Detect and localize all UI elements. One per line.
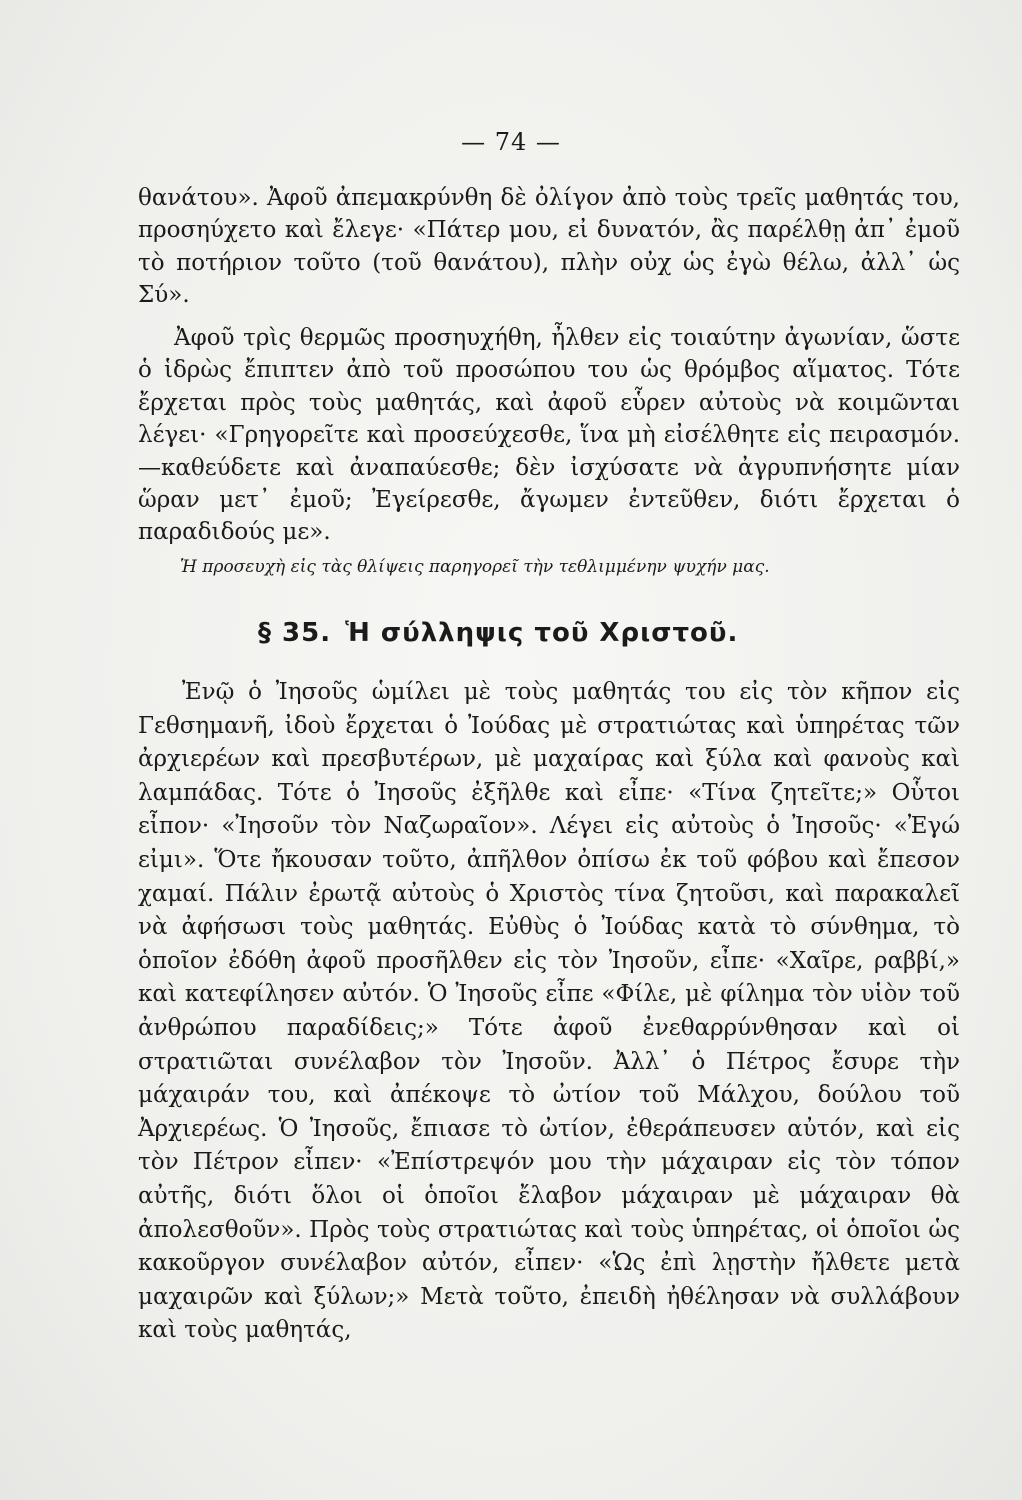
section-title: Ἡ σύλληψις τοῦ Χριστοῦ.: [345, 618, 739, 648]
section-number: § 35.: [258, 618, 332, 648]
paragraph-agony: Ἀφοῦ τρὶς θερμῶς προσηυχήθη, ἦλθεν εἰς τοιαύτην ἀγωνίαν, ὥστε ὁ ἱδρὼς ἔπιπτεν ἀπὸ τοῦ προσώπου του ὡς θρόμβος αἵματος. Τότε ἔρχεται πρὸς τοὺς μαθητάς, καὶ ἀφοῦ εὗρεν αὐτοὺς νὰ κοιμῶνται λέγει· «Γρηγορεῖτε καὶ προσεύχεσθε, ἵνα μὴ εἰσέλθητε εἰς πειρασμόν.—καθεύδετε καὶ ἀναπαύεσθε; δὲν ἰσχύσατε νὰ ἀγρυπνήσητε μίαν ὥραν μετ᾽ ἐμοῦ; Ἐγείρεσθε, ἄγωμεν ἐντεῦθεν, διότι ἔρχεται ὁ παραδιδούς με».: [138, 325, 960, 546]
page-number: — 74 —: [461, 128, 561, 156]
paragraph-prayer-continuation: θανάτου». Ἀφοῦ ἀπεμακρύνθη δὲ ὀλίγον ἀπὸ τοὺς τρεῖς μαθητάς του, προσηύχετο καὶ ἔλεγε· «Πάτερ μου, εἰ δυνατόν, ἂς παρέλθῃ ἀπ᾽ ἐμοῦ τὸ ποτήριον τοῦτο (τοῦ θανάτου), πλὴν οὐχ ὡς ἐγὼ θέλω, ἀλλ᾽ ὡς Σύ».: [138, 185, 960, 309]
section-heading: [258, 618, 878, 648]
moral-caption: Ἡ προσευχὴ εἰς τὰς θλίψεις παρηγορεῖ τὴν τεθλιμμένην ψυχήν μας.: [180, 557, 770, 577]
paragraph-arrest: Ἐνῷ ὁ Ἰησοῦς ὡμίλει μὲ τοὺς μαθητάς του εἰς τὸν κῆπον εἰς Γεθσημανῆ, ἰδοὺ ἔρχεται ὁ Ἰούδας μὲ στρατιώτας καὶ ὑπηρέτας τῶν ἀρχιερέων καὶ πρεσβυτέρων, μὲ μαχαίρας καὶ ξύλα καὶ φανοὺς καὶ λαμπάδας. Τότε ὁ Ἰησοῦς ἐξῆλθε καὶ εἶπε· «Τίνα ζητεῖτε;» Οὗτοι εἶπον· «Ἰησοῦν τὸν Ναζωραῖον». Λέγει εἰς αὐτοὺς ὁ Ἰησοῦς· «Ἐγώ εἰμι». Ὅτε ἤκουσαν τοῦτο, ἀπῆλθον ὀπίσω ἐκ τοῦ φόβου καὶ ἔπεσον χαμαί. Πάλιν ἐρωτᾷ αὐτοὺς ὁ Χριστὸς τίνα ζητοῦσι, καὶ παρακαλεῖ νὰ ἀφήσωσι τοὺς μαθητάς. Εὐθὺς ὁ Ἰούδας κατὰ τὸ σύνθημα, τὸ ὁποῖον ἐδόθη ἀφοῦ προσῆλθεν εἰς τὸν Ἰησοῦν, εἶπε· «Χαῖρε, ραββί,» καὶ κατεφίλησεν αὐτόν. Ὁ Ἰησοῦς εἶπε «Φίλε, μὲ φίλημα τὸν υἱὸν τοῦ ἀνθρώπου παραδίδεις;» Τότε ἀφοῦ ἐνεθαρρύνθησαν καὶ οἱ στρατιῶται συνέλαβον τὸν Ἰησοῦν. Ἀλλ᾽ ὁ Πέτρος ἔσυρε τὴν μάχαιράν του, καὶ ἀπέκοψε τὸ ὠτίον τοῦ Μάλχου, δούλου τοῦ Ἀρχιερέως. Ὁ Ἰησοῦς, ἔπιασε τὸ ὠτίον, ἐθεράπευσεν αὐτόν, καὶ εἰς τὸν Πέτρον εἶπεν· «Ἐπίστρεψόν μου τὴν μάχαιραν εἰς τὸν τόπον αὐτῆς, διότι ὅλοι οἱ ὁποῖοι ἔλαβον μάχαιραν μὲ μάχαιραν θὰ ἀπολεσθοῦν». Πρὸς τοὺς στρατιώτας καὶ τοὺς ὑπηρέτας, οἱ ὁποῖοι ὡς κακοῦργον συνέλαβον αὐτόν, εἶπεν· «Ὡς ἐπὶ λῃστὴν ἤλθετε μετὰ μαχαιρῶν καὶ ξύλων;» Μετὰ τοῦτο, ἐπειδὴ ἠθέλησαν νὰ συλλάβουν καὶ τοὺς μαθητάς,: [138, 679, 960, 1344]
